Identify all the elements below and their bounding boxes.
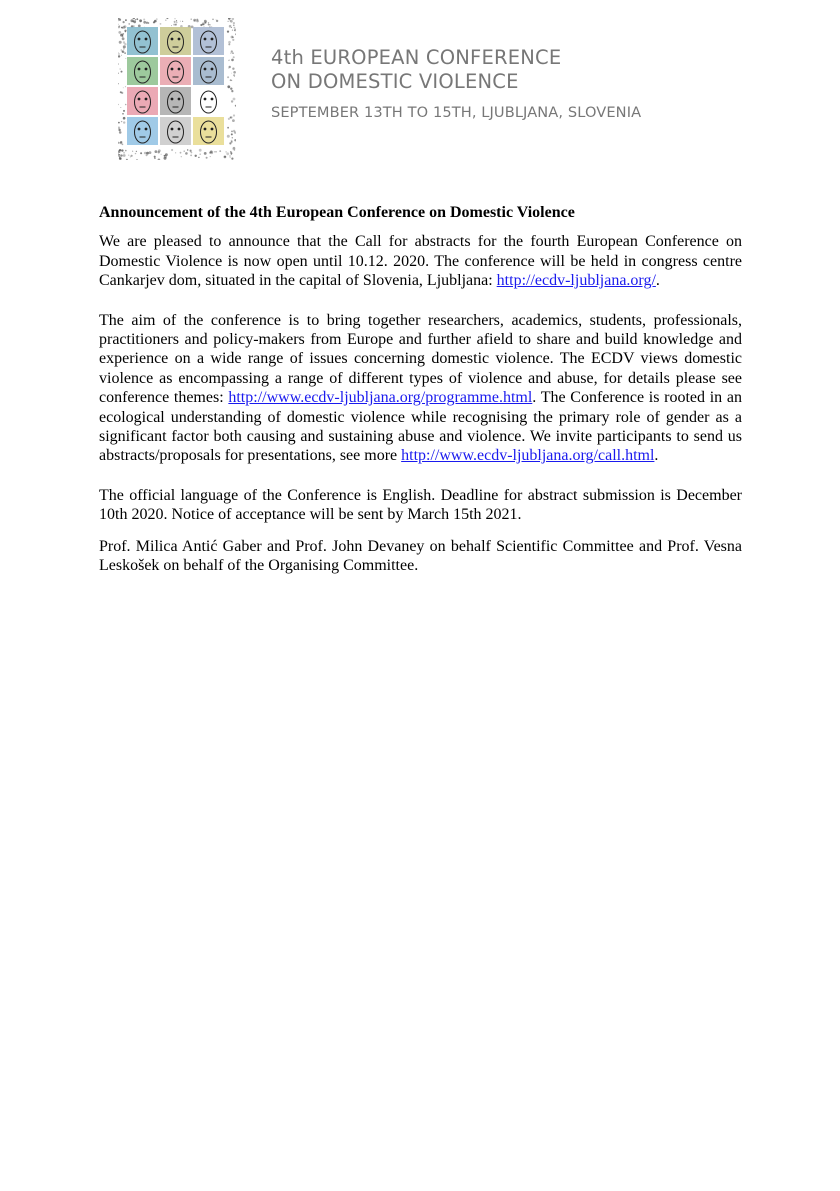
logo-face-tile xyxy=(160,27,191,55)
call-link[interactable]: http://www.ecdv-ljubljana.org/call.html xyxy=(401,447,655,465)
logo-face-tile xyxy=(127,57,158,85)
paragraph-text: . xyxy=(654,447,659,465)
paragraph-text: . The Conference is rooted in an ecological understanding of domestic violence while recognising the primary role of gender as a significant factor both causing and sustaining abuse and violence. We invite participants to send us abstracts/proposals for presentations, see more xyxy=(99,389,742,465)
logo-face-tile xyxy=(127,27,158,55)
paragraph-text: The aim of the conference is to bring together researchers, academics, students, professionals, practitioners and policy-makers from Europe and further afield to share and build knowledge and experience on a wide range of issues concerning domestic violence. The ECDV views domestic violence as encompassing a range of different types of violence and abuse, for details please see conference themes: xyxy=(99,311,742,407)
logo-face-tile xyxy=(193,27,224,55)
programme-link[interactable]: http://www.ecdv-ljubljana.org/programme.html xyxy=(228,389,533,407)
paragraph-call-for-abstracts xyxy=(99,232,742,290)
faces-grid-logo-icon xyxy=(118,18,236,160)
conference-header xyxy=(271,46,641,122)
logo-face-tile xyxy=(160,87,191,115)
logo-face-tile xyxy=(193,117,224,145)
paragraph-signatories: Prof. Milica Antić Gaber and Prof. John Devaney on behalf Scientific Committee and Prof. Vesna Leskošek on behalf of the Organising Committee. xyxy=(99,537,742,575)
logo-face-tile xyxy=(127,87,158,115)
logo-face-tile xyxy=(127,117,158,145)
conference-website-link[interactable]: http://ecdv-ljubljana.org/ xyxy=(496,272,656,290)
logo-face-tile xyxy=(193,57,224,85)
conference-logo xyxy=(118,18,236,160)
logo-face-tile xyxy=(160,117,191,145)
announcement-body xyxy=(99,203,742,596)
paragraph-language-deadline: The official language of the Conference is English. Deadline for abstract submission is December 10th 2020. Notice of acceptance will be sent by March 15th 2021. xyxy=(99,486,742,524)
paragraph-text: We are pleased to announce that the Call for abstracts for the fourth European Conference on Domestic Violence is now open until 10.12. 2020. The conference will be held in congress centre Cankarjev dom, situated in the capital of Slovenia, Ljubljana: xyxy=(99,233,742,290)
conference-title-line-1: 4th EUROPEAN CONFERENCE xyxy=(271,46,562,69)
logo-face-tile xyxy=(160,57,191,85)
announcement-heading: Announcement of the 4th European Conference on Domestic Violence xyxy=(99,204,575,221)
logo-face-tile xyxy=(193,87,224,115)
conference-dates-location: SEPTEMBER 13TH TO 15TH, LJUBLJANA, SLOVENIA xyxy=(271,104,642,121)
paragraph-aim xyxy=(99,311,742,466)
paragraph-text: . xyxy=(655,272,660,290)
conference-title-line-2: ON DOMESTIC VIOLENCE xyxy=(271,70,519,93)
